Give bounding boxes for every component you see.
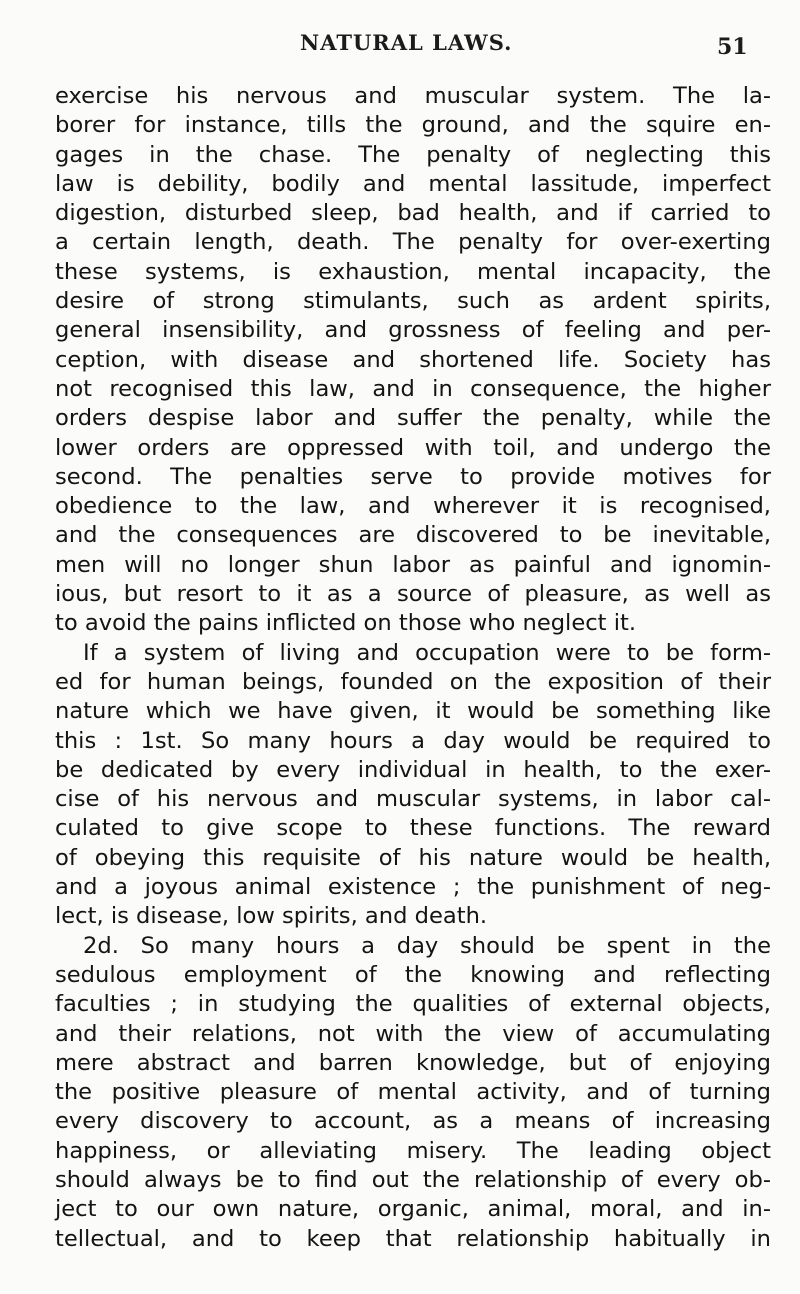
text-line: of obeying this requisite of his nature would be health,	[55, 844, 771, 871]
paragraph-start-line: If a system of living and occupation were to be form-	[83, 639, 771, 666]
text-line: faculties ; in studying the qualities of external objects,	[55, 991, 771, 1018]
text-line: men will no longer shun labor as painful and ignomin-	[55, 551, 771, 578]
text-line: law is debility, bodily and mental lassitude, imperfect	[55, 170, 771, 197]
text-line: general insensibility, and grossness of feeling and per-	[55, 317, 771, 344]
text-line: and the consequences are discovered to be inevitable,	[55, 522, 771, 549]
text-line: second. The penalties serve to provide motives for	[55, 463, 771, 490]
text-line: be dedicated by every individual in health, to the exer-	[55, 756, 771, 783]
text-line: tellectual, and to keep that relationship habitually in	[55, 1225, 771, 1252]
text-line: obedience to the law, and wherever it is recognised,	[55, 493, 771, 520]
text-line: orders despise labor and suffer the penalty, while the	[55, 405, 771, 432]
chapter-title: NATURAL LAWS.	[300, 30, 513, 55]
text-line: these systems, is exhaustion, mental incapacity, the	[55, 258, 771, 285]
text-line: sedulous employment of the knowing and reflecting	[55, 961, 771, 988]
text-line: ception, with disease and shortened life. Society has	[55, 346, 771, 373]
text-line: happiness, or alleviating misery. The leading object	[55, 1137, 771, 1164]
text-line: exercise his nervous and muscular system. The la-	[55, 83, 771, 109]
page-number: 51	[717, 34, 748, 60]
text-line: should always be to find out the relationship of every ob-	[55, 1166, 771, 1193]
paragraph-end-line: to avoid the pains inflicted on those who neglect it.	[55, 610, 637, 637]
text-line: a certain length, death. The penalty for over-exerting	[55, 229, 771, 256]
text-line: borer for instance, tills the ground, and the squire en-	[55, 112, 771, 139]
text-line: every discovery to account, as a means of increasing	[55, 1108, 771, 1135]
text-line: the positive pleasure of mental activity, and of turning	[55, 1079, 771, 1106]
text-line: ed for human beings, founded on the exposition of their	[55, 668, 771, 695]
text-line: ject to our own nature, organic, animal, moral, and in-	[55, 1196, 771, 1223]
text-line: desire of strong stimulants, such as ardent spirits,	[55, 288, 771, 315]
text-line: culated to give scope to these functions. The reward	[55, 815, 771, 842]
text-line: this : 1st. So many hours a day would be required to	[55, 727, 771, 754]
text-line: digestion, disturbed sleep, bad health, and if carried to	[55, 200, 771, 227]
text-line: lower orders are oppressed with toil, and undergo the	[55, 434, 771, 461]
text-line: nature which we have given, it would be something like	[55, 698, 771, 725]
text-line: ious, but resort to it as a source of pleasure, as well as	[55, 581, 771, 608]
paragraph-start-line: 2d. So many hours a day should be spent in the	[83, 932, 771, 959]
text-line: gages in the chase. The penalty of neglecting this	[55, 141, 771, 168]
text-line: not recognised this law, and in consequence, the higher	[55, 375, 771, 402]
text-line: and a joyous animal existence ; the punishment of neg-	[55, 874, 771, 901]
paragraph-end-line: lect, is disease, low spirits, and death.	[55, 903, 488, 930]
text-line: mere abstract and barren knowledge, but of enjoying	[55, 1049, 771, 1076]
running-head	[0, 30, 800, 64]
text-line: cise of his nervous and muscular systems, in labor cal-	[55, 786, 771, 813]
text-line: and their relations, not with the view of accumulating	[55, 1020, 771, 1047]
body-text	[55, 82, 771, 1254]
